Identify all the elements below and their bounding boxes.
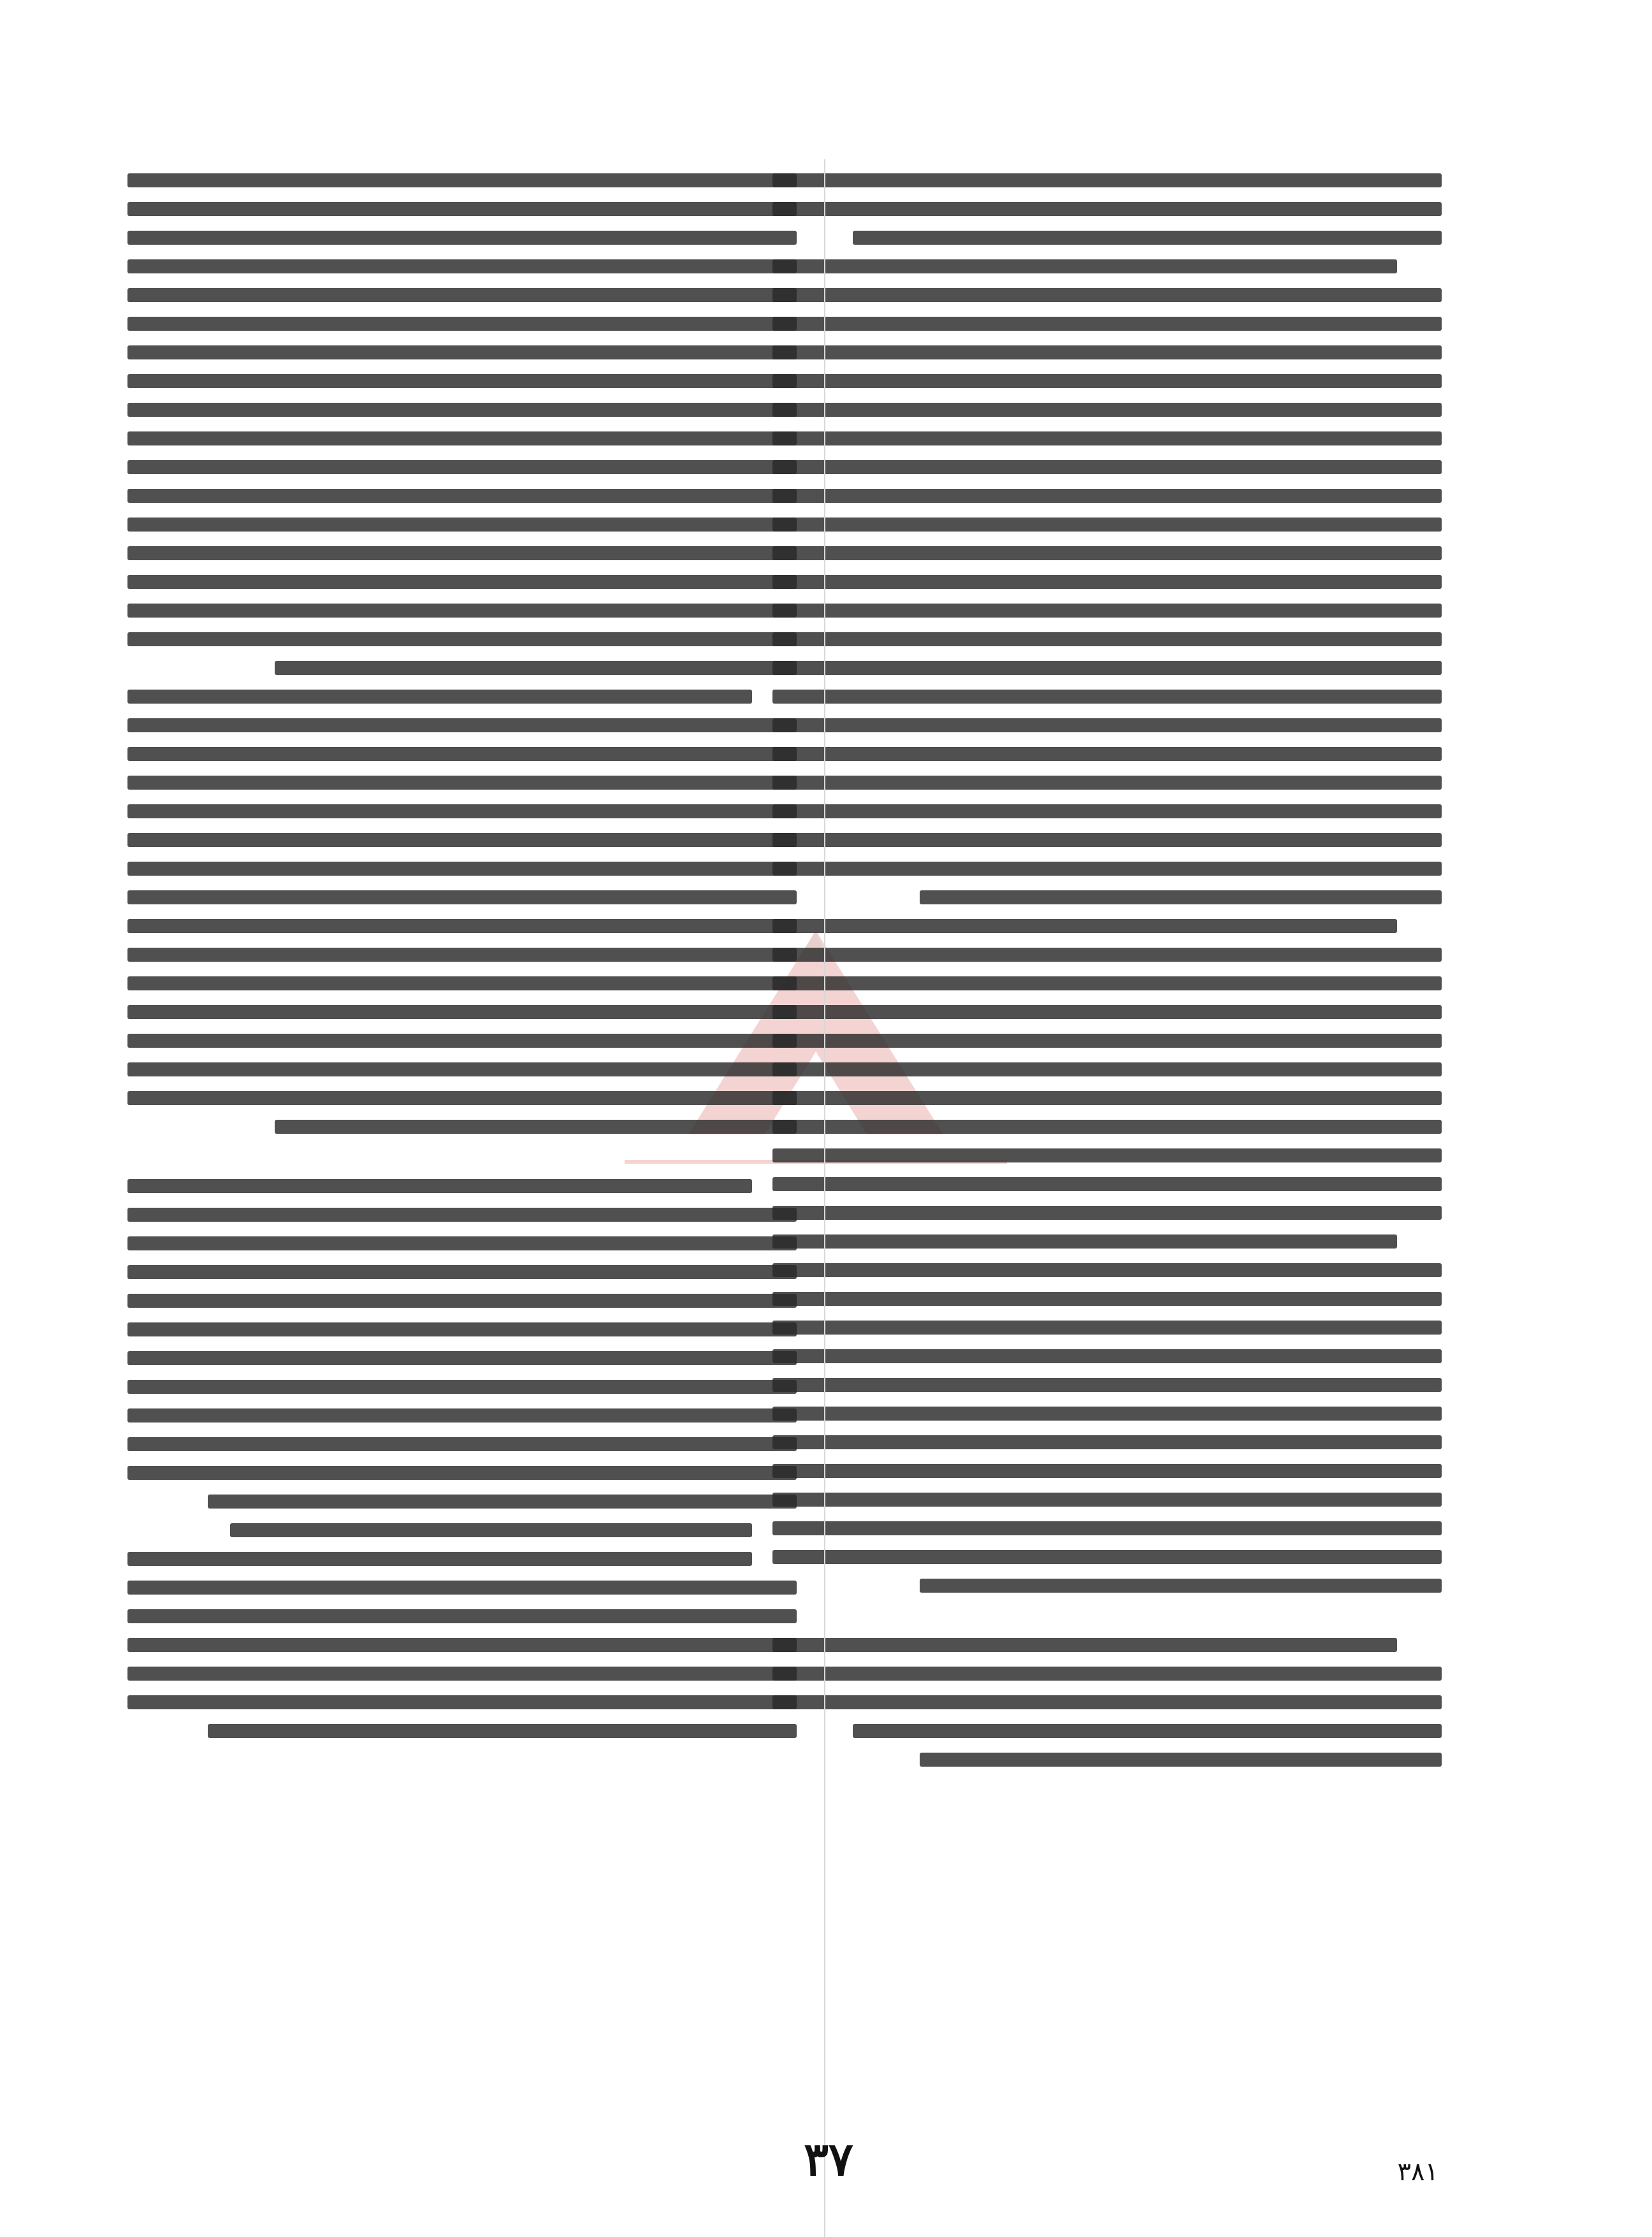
column-divider [824, 159, 825, 2237]
left-column-text [127, 159, 797, 1753]
page-number: ٣٧ [804, 2132, 853, 2186]
right-column-text [772, 159, 1442, 1781]
journal-page-number: ٣٨١ [1397, 2157, 1438, 2187]
